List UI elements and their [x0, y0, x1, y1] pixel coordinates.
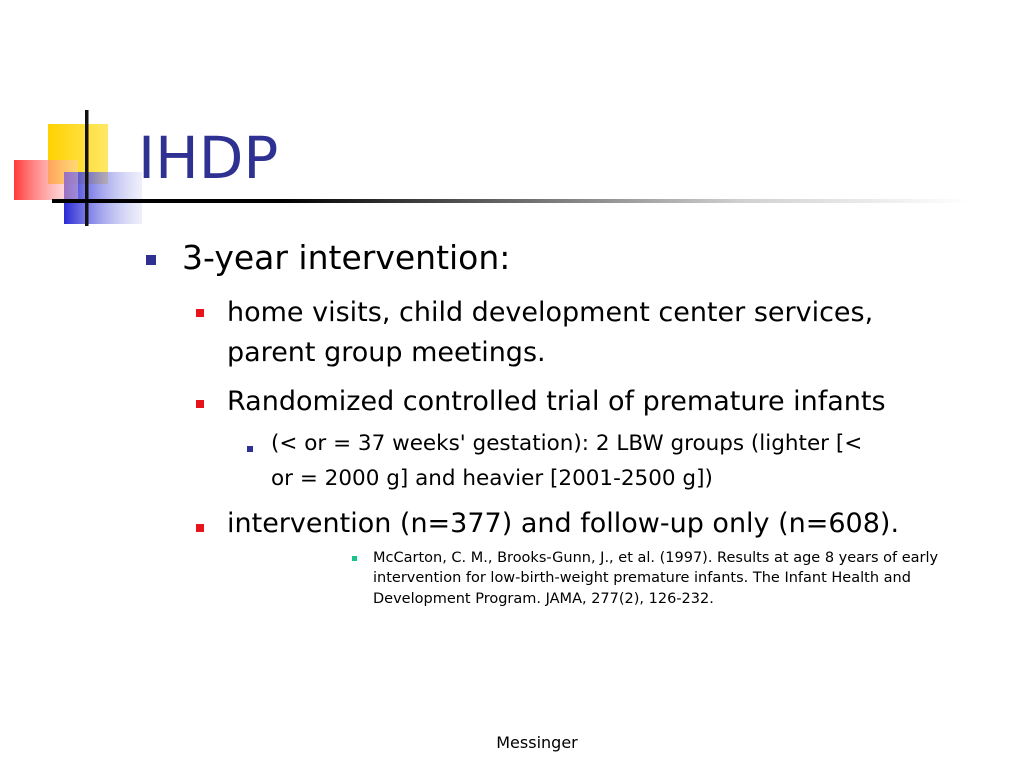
- slide-footer: Messinger: [496, 733, 578, 752]
- bullet-home-visits-line2: parent group meetings.: [227, 337, 546, 368]
- slide-title: IHDP: [138, 124, 279, 192]
- title-divider: [52, 199, 970, 203]
- corner-decoration: [0, 0, 160, 240]
- bullet-level2-icon: [196, 309, 204, 317]
- vertical-line: [85, 110, 89, 226]
- bullet-level2-icon: [196, 400, 204, 408]
- bullet-intervention-counts: intervention (n=377) and follow-up only (n=608).: [227, 508, 900, 539]
- bullet-gestation-line2: or = 2000 g] and heavier [2001-2500 g]): [271, 466, 713, 491]
- bullet-level2-icon: [196, 524, 204, 532]
- bullet-3-year-intervention: 3-year intervention:: [182, 238, 511, 277]
- reference-line3: Development Program. JAMA, 277(2), 126-232.: [373, 591, 714, 607]
- bullet-level4-icon: [352, 556, 357, 561]
- bullet-home-visits-line1: home visits, child development center services,: [227, 297, 874, 328]
- reference-line1: McCarton, C. M., Brooks-Gunn, J., et al. (1997). Results at age 8 years of early: [373, 550, 939, 566]
- bullet-level3-icon: [247, 446, 253, 452]
- bullet-gestation-line1: (< or = 37 weeks' gestation): 2 LBW groups (lighter [<: [271, 431, 863, 456]
- reference-line2: intervention for low-birth-weight premature infants. The Infant Health and: [373, 570, 911, 586]
- red-square: [14, 160, 78, 200]
- bullet-level1-icon: [146, 255, 156, 265]
- bullet-randomized-trial: Randomized controlled trial of premature infants: [227, 386, 886, 417]
